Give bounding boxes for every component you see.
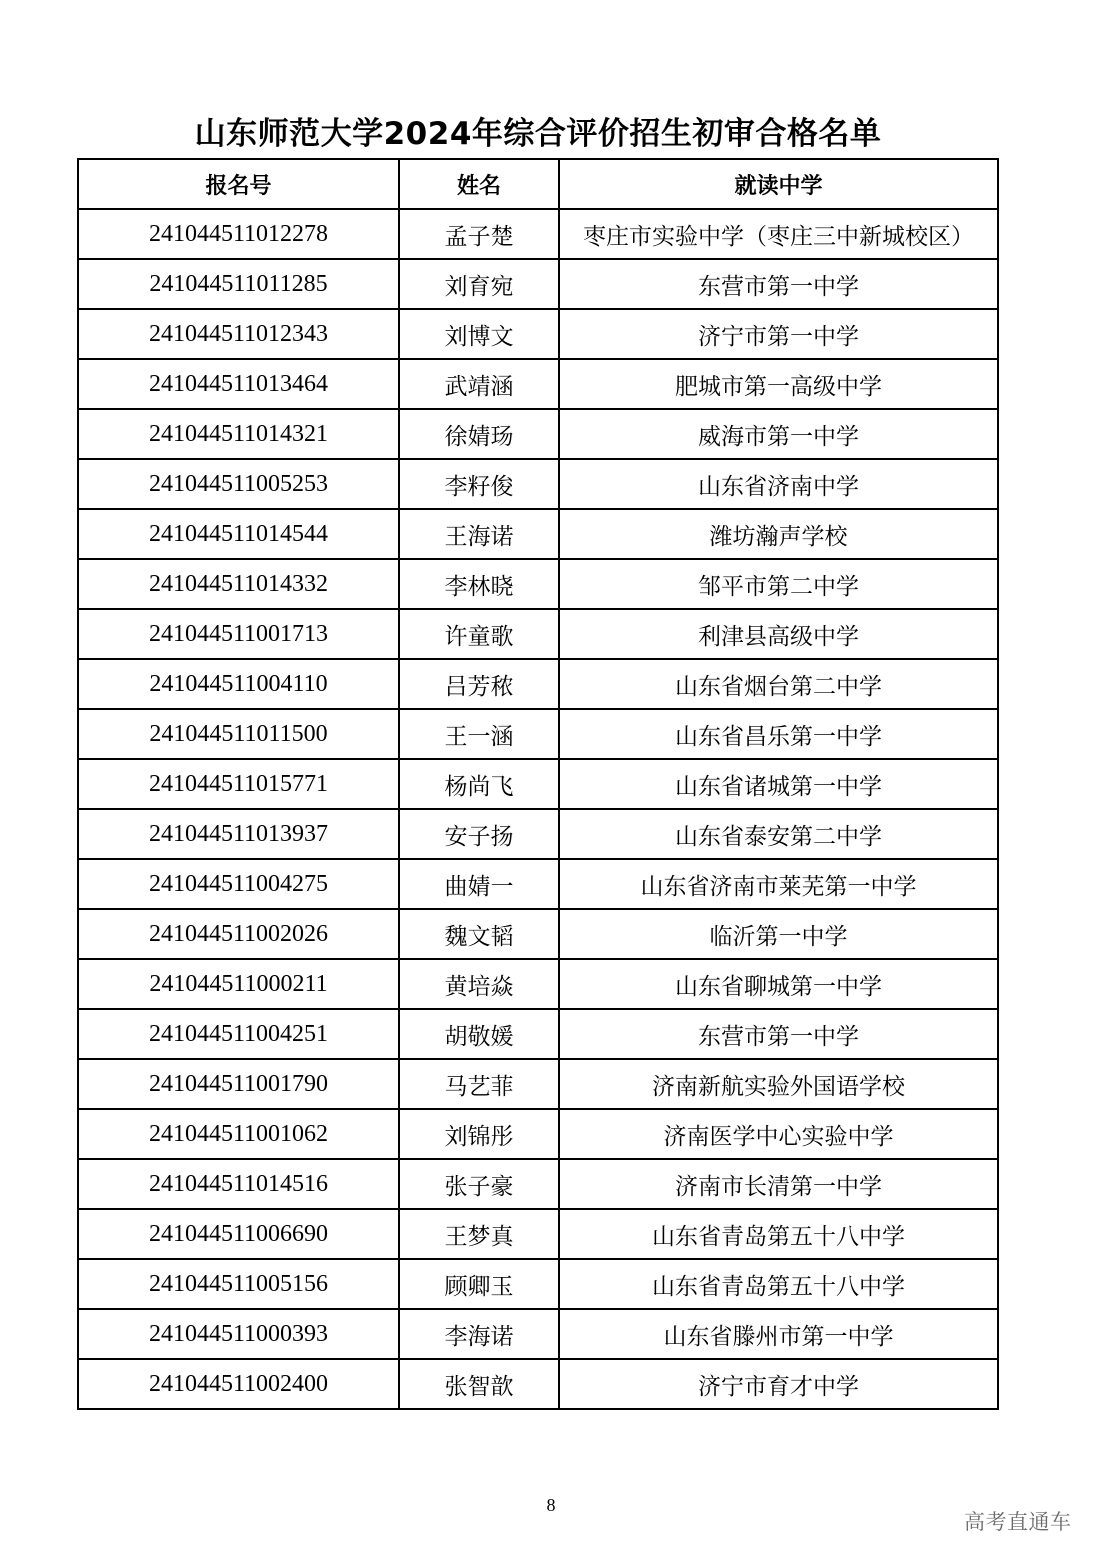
student-name-cell: 王一涵 [399, 709, 559, 759]
table-body [78, 209, 998, 1409]
registration-number-cell: 241044511004110 [78, 659, 399, 709]
student-name-cell: 李林晓 [399, 559, 559, 609]
table-header-row [78, 159, 998, 209]
table-row [78, 1359, 998, 1409]
school-cell: 邹平市第二中学 [559, 559, 998, 609]
registration-number-cell: 241044511013937 [78, 809, 399, 859]
school-cell: 山东省泰安第二中学 [559, 809, 998, 859]
school-cell: 济南市长清第一中学 [559, 1159, 998, 1209]
table-row [78, 1259, 998, 1309]
student-name-cell: 顾卿玉 [399, 1259, 559, 1309]
table-row [78, 259, 998, 309]
table-row [78, 759, 998, 809]
registration-number-cell: 241044511002400 [78, 1359, 399, 1409]
school-cell: 临沂第一中学 [559, 909, 998, 959]
registration-number-cell: 241044511004251 [78, 1009, 399, 1059]
registration-number-cell: 241044511001713 [78, 609, 399, 659]
registration-number-cell: 241044511005156 [78, 1259, 399, 1309]
school-cell: 山东省昌乐第一中学 [559, 709, 998, 759]
registration-number-cell: 241044511012278 [78, 209, 399, 259]
table-row [78, 909, 998, 959]
student-name-cell: 李海诺 [399, 1309, 559, 1359]
registration-number-cell: 241044511014516 [78, 1159, 399, 1209]
header-registration-number: 报名号 [78, 159, 399, 209]
student-name-cell: 魏文韬 [399, 909, 559, 959]
student-name-cell: 张子豪 [399, 1159, 559, 1209]
page-number: 8 [546, 1495, 556, 1515]
student-name-cell: 刘博文 [399, 309, 559, 359]
registration-number-cell: 241044511015771 [78, 759, 399, 809]
registration-number-cell: 241044511000393 [78, 1309, 399, 1359]
table-row [78, 1159, 998, 1209]
student-name-cell: 刘锦彤 [399, 1109, 559, 1159]
table-row [78, 709, 998, 759]
student-name-cell: 黄培焱 [399, 959, 559, 1009]
student-name-cell: 马艺菲 [399, 1059, 559, 1109]
registration-number-cell: 241044511011285 [78, 259, 399, 309]
table-row [78, 1109, 998, 1159]
table-row [78, 959, 998, 1009]
registration-number-cell: 241044511014321 [78, 409, 399, 459]
student-name-cell: 刘育宛 [399, 259, 559, 309]
school-cell: 山东省青岛第五十八中学 [559, 1209, 998, 1259]
table-row [78, 1059, 998, 1109]
student-name-cell: 王海诺 [399, 509, 559, 559]
registration-number-cell: 241044511011500 [78, 709, 399, 759]
table-row [78, 359, 998, 409]
table-row [78, 559, 998, 609]
registration-number-cell: 241044511001062 [78, 1109, 399, 1159]
student-name-cell: 曲婧一 [399, 859, 559, 909]
school-cell: 山东省济南市莱芜第一中学 [559, 859, 998, 909]
student-name-cell: 胡敬媛 [399, 1009, 559, 1059]
student-name-cell: 李籽俊 [399, 459, 559, 509]
school-cell: 济宁市育才中学 [559, 1359, 998, 1409]
school-cell: 东营市第一中学 [559, 259, 998, 309]
school-cell: 山东省诸城第一中学 [559, 759, 998, 809]
school-cell: 山东省滕州市第一中学 [559, 1309, 998, 1359]
header-school: 就读中学 [559, 159, 998, 209]
student-name-cell: 武靖涵 [399, 359, 559, 409]
document-title: 山东师范大学2024年综合评价招生初审合格名单 [194, 116, 882, 152]
school-cell: 潍坊瀚声学校 [559, 509, 998, 559]
student-name-cell: 杨尚飞 [399, 759, 559, 809]
table-row [78, 1309, 998, 1359]
student-name-cell: 王梦真 [399, 1209, 559, 1259]
admission-list-table [77, 158, 999, 1410]
table-row [78, 459, 998, 509]
registration-number-cell: 241044511012343 [78, 309, 399, 359]
school-cell: 肥城市第一高级中学 [559, 359, 998, 409]
school-cell: 济南医学中心实验中学 [559, 1109, 998, 1159]
student-name-cell: 徐婧玚 [399, 409, 559, 459]
school-cell: 山东省聊城第一中学 [559, 959, 998, 1009]
table-row [78, 509, 998, 559]
registration-number-cell: 241044511005253 [78, 459, 399, 509]
registration-number-cell: 241044511013464 [78, 359, 399, 409]
school-cell: 山东省济南中学 [559, 459, 998, 509]
registration-number-cell: 241044511006690 [78, 1209, 399, 1259]
table-row [78, 409, 998, 459]
registration-number-cell: 241044511002026 [78, 909, 399, 959]
registration-number-cell: 241044511001790 [78, 1059, 399, 1109]
school-cell: 利津县高级中学 [559, 609, 998, 659]
school-cell: 山东省青岛第五十八中学 [559, 1259, 998, 1309]
student-name-cell: 孟子楚 [399, 209, 559, 259]
student-name-cell: 张智歆 [399, 1359, 559, 1409]
school-cell: 济宁市第一中学 [559, 309, 998, 359]
registration-number-cell: 241044511014332 [78, 559, 399, 609]
table-row [78, 1209, 998, 1259]
table-row [78, 309, 998, 359]
student-name-cell: 许童歌 [399, 609, 559, 659]
school-cell: 东营市第一中学 [559, 1009, 998, 1059]
watermark: 高考直通车 [964, 1510, 1072, 1534]
table-row [78, 659, 998, 709]
school-cell: 枣庄市实验中学（枣庄三中新城校区） [559, 209, 998, 259]
header-name: 姓名 [399, 159, 559, 209]
table-row [78, 809, 998, 859]
registration-number-cell: 241044511014544 [78, 509, 399, 559]
table-row [78, 859, 998, 909]
table-row [78, 1009, 998, 1059]
school-cell: 威海市第一中学 [559, 409, 998, 459]
table-row [78, 609, 998, 659]
school-cell: 济南新航实验外国语学校 [559, 1059, 998, 1109]
student-name-cell: 安子扬 [399, 809, 559, 859]
registration-number-cell: 241044511004275 [78, 859, 399, 909]
student-name-cell: 吕芳秾 [399, 659, 559, 709]
table-row [78, 209, 998, 259]
school-cell: 山东省烟台第二中学 [559, 659, 998, 709]
registration-number-cell: 241044511000211 [78, 959, 399, 1009]
